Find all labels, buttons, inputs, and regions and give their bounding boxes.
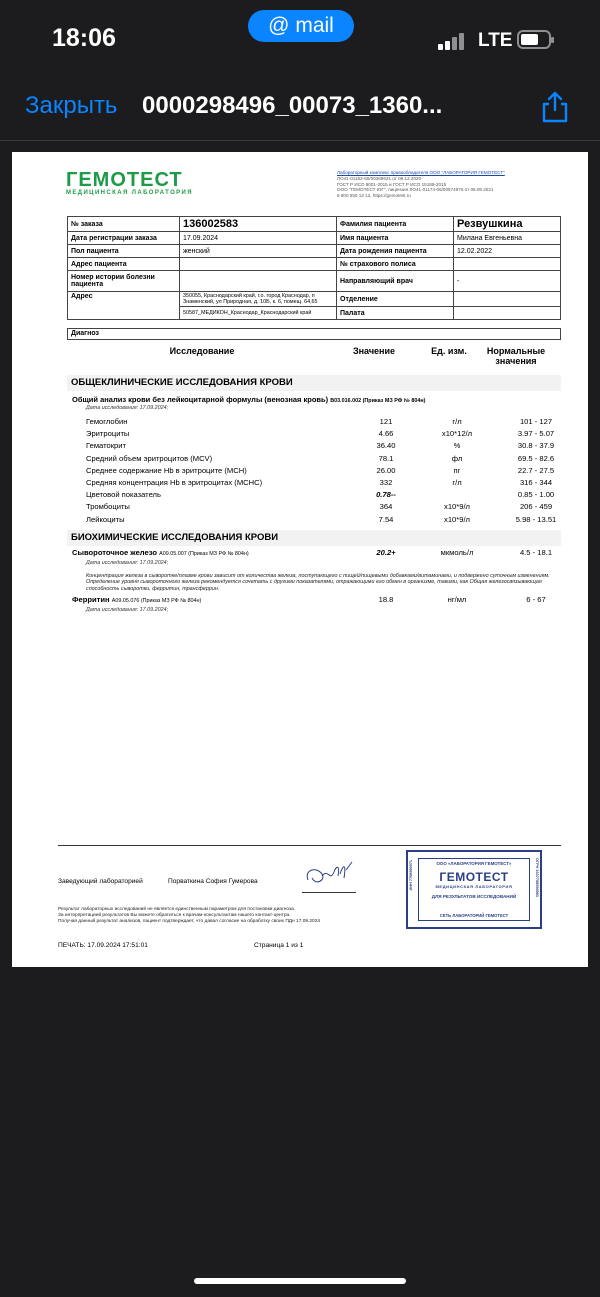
viewer-nav-bar — [0, 84, 600, 130]
lab-stamp: ООО «ЛАБОРАТОРИЯ ГЕМОТЕСТ» ГЕМОТЕСТ МЕДИЦИНСКАЯ ЛАБОРАТОРИЯ ДЛЯ РЕЗУЛЬТАТОВ ИССЛЕДОВАНИЙ СЕТЬ ЛАБОРАТОРИЙ ГЕМОТЕСТ ИНН 7708590971 ОГРН 1037708590983 — [406, 850, 542, 929]
clock: 18:06 — [52, 24, 116, 52]
print-timestamp: ПЕЧАТЬ: 17.09.2024 17:51:01 — [58, 942, 148, 949]
file-title: 0000298496_00073_1360... — [142, 92, 443, 119]
cell-unit: х10*9/л — [444, 514, 470, 524]
cell-name: Цветовой показатель — [86, 490, 161, 500]
cell-unit: фл — [451, 453, 463, 463]
col-value: Значение — [352, 346, 396, 356]
cellular-signal-icon — [438, 32, 468, 50]
table-row — [86, 466, 566, 478]
license-link[interactable]: Лабораторный комплекс правообладателя ООО "ЛАБОРАТОРИЯ ГЕМОТЕСТ" — [337, 170, 505, 175]
network-type: LTE — [478, 30, 513, 51]
footer-divider — [58, 845, 561, 846]
cell-name: Среднее содержание Hb в эритроците (MCH) — [86, 465, 247, 475]
close-button[interactable]: Закрыть — [25, 92, 118, 119]
cell-unit: х10*12/л — [441, 429, 473, 439]
cell-unit: % — [453, 441, 461, 451]
license-info: Лабораторный комплекс правообладателя ООО "ЛАБОРАТОРИЯ ГЕМОТЕСТ" ЛО41-01162-50/00369631 от 08.12.2020 ГОСТ Р ИСО 9001-2015 и ГОСТ Р ИСО 15189-2015 ООО "ГЕМОТЕСТ ЮГ", лицензия ЛО41-01174-06/00574975 от 06.08.2021 8 800 550 13 13, https://gemotest.ru — [337, 170, 505, 199]
cell-unit: х10*9/л — [444, 502, 470, 512]
cell-norm: 5.98 - 13.51 — [515, 514, 557, 524]
home-indicator[interactable] — [194, 1278, 406, 1284]
cell-name: Лейкоциты — [86, 514, 125, 524]
table-row — [86, 515, 566, 527]
table-row — [86, 454, 566, 466]
cell-value: 4.66 — [378, 429, 394, 439]
table-row — [86, 490, 566, 502]
cell-norm: 30.8 - 37.9 — [517, 441, 555, 451]
table-row — [86, 478, 566, 490]
col-norm: Нормальные значения — [486, 346, 546, 366]
diagnosis-field: Диагноз — [67, 328, 561, 340]
cell-name: Гематокрит — [86, 441, 126, 451]
table-row — [86, 429, 566, 441]
mail-return-pill[interactable]: @ mail — [248, 10, 354, 42]
cell-norm: 206 - 459 — [519, 502, 553, 512]
section-cbc: ОБЩЕКЛИНИЧЕСКИЕ ИССЛЕДОВАНИЯ КРОВИ — [67, 375, 561, 391]
cell-value: 78.1 — [378, 453, 394, 463]
table-row — [86, 417, 566, 429]
battery-icon — [517, 30, 551, 49]
table-row: Сывороточное железо А09.05.007 (Приказ МЗ РФ № 804н) 20.2+ мкмоль/л 4.5 - 18.1 — [72, 548, 553, 557]
nav-divider — [0, 140, 600, 141]
page-number: Страница 1 из 1 — [254, 942, 304, 949]
col-study: Исследование — [169, 346, 235, 356]
col-unit: Ед. изм. — [431, 346, 467, 356]
patient-header-table: № заказа 136002583 Фамилия пациента Резвушкина Дата регистрации заказа 17.09.2024 Имя пациента Милана Евгеньевна Пол пациента женский Дата рождения пациента 12.02.2022 Адрес пациента № страхового полиса Номер истории болезни пациента Направляющий врач - Адрес 350055, Краснодарский край, г.о. город Краснодар, п Знаменский, ул Природная, д. 10Б, к. 6, помещ. 64,65 Отделение 50587_МЕДИКОН_Краснодар_Краснодарский край Палата — [67, 216, 561, 320]
cell-norm: 22.7 - 27.5 — [517, 465, 555, 475]
cell-value: 332 — [379, 478, 393, 487]
cell-value: 121 — [379, 417, 393, 426]
document-page: ГЕМОТЕСТ МЕДИЦИНСКАЯ ЛАБОРАТОРИЯ Лабораторный комплекс правообладателя ООО "ЛАБОРАТОРИЯ ГЕМОТЕСТ" ЛО41-01162-50/00369631 от 08.12.2020 ГОСТ Р ИСО 9001-2015 и ГОСТ Р ИСО 15189-2015 ООО "ГЕМОТЕСТ ЮГ", лицензия ЛО41-01174-06/00574975 от 06.08.2021 8 800 550 13 13, https://gemotest.ru № заказа 136002583 Фамилия пациента Резвушкина Дата регистрации заказа 17.09.2024 Имя пациента Милана Евгеньевна Пол пациента женский Дата рождения пациента 12.02.2022 Адрес пациента № страхового полиса Номер истории болезни пациента Направляющий врач - Адрес 350055, Краснодарский край, г.о. город Краснодар, п Знаменский, ул Природная, д. 10Б, к. 6, помещ. 64,65 Отделение 50587_МЕДИКОН_Краснодар_Краснодарский край Палата Диагноз Исследование Значение Ед. изм. Нормальные значения ОБЩЕКЛИНИЧЕСКИЕ ИССЛЕДОВАНИЯ КРОВИ Общий анализ крови без лейкоцитарной формулы (венозная кровь) В03.016.002 (Приказ МЗ РФ № 804н) Дата исследования: 17.09.2024; Гемоглобин 121 г/л 101 - 127 Эритроциты 4.66 х10*12/л 3.97 - 5.07 Гематокрит 36.40 % 30.8 - 37.9 Средний объем эритроцитов (MCV) 78.1 фл 69.5 - 82.6 Среднее содержание Hb в эритроците (MCH) 26.00 пг 22.7 - 27.5 Средняя концентрация Hb в эритроцитах (MCHC) 332 г/л 316 - 344 Цветовой показатель 0.78-- 0.85 - 1.00 Тромбоциты 364 х10*9/л 206 - 459 Лейкоциты 7.54 х10*9/л 5.98 - 13.51 БИОХИМИЧЕСКИЕ ИССЛЕДОВАНИЯ КРОВИ Сывороточное железо А09.05.007 (Приказ МЗ РФ № 804н) 20.2+ мкмоль/л 4.5 - 18.1 Дата исследования: 17.09.2024; Концентрация железа в сыворотке/плазме крови зависит от количества железа, поступающего с пищей/пищевыми добавками/витаминами, и подвержено суточным изменениям. Определение уровня сывороточного железа рекомендуется сочетать с другими показателями, отражающими его обмен в организме, такими, как Общая железосвязывающая способность сыворотки, ферритин, трансферрин. Ферритин А09.05.076 (Приказ МЗ РФ № 804н) 18.8 нг/мл 6 - 67 Дата исследования: 17.09.2024; Заведующий лабораторией Порваткина София Гумерова Результат лабораторных исследований не является единственным параметром для постановки диагноза. За интерпретацией результатов Вы можете обратиться к врачам-консультантам нашего контакт-центра. Получая данный результат анализов, пациент подтверждает, что давал согласие на обработку своих ПДн 17.09.2024 ПЕЧАТЬ: 17.09.2024 17:51:01 Страница 1 из 1 ООО «ЛАБОРАТОРИЯ ГЕМОТЕСТ» ГЕМОТЕСТ МЕДИЦИНСКАЯ ЛАБОРАТОРИЯ ДЛЯ РЕЗУЛЬТАТОВ ИССЛЕДОВАНИЙ СЕТЬ ЛАБОРАТОРИЙ ГЕМОТЕСТ ИНН 7708590971 ОГРН 1037708590983 — [12, 152, 588, 967]
cell-value: 26.00 — [376, 465, 396, 475]
status-bar — [0, 0, 600, 80]
section-biochem: БИОХИМИЧЕСКИЕ ИССЛЕДОВАНИЯ КРОВИ — [67, 530, 561, 546]
head-name: Порваткина София Гумерова — [168, 878, 258, 885]
cell-name: Средний объем эритроцитов (MCV) — [86, 453, 213, 463]
lab-logo: ГЕМОТЕСТ МЕДИЦИНСКАЯ ЛАБОРАТОРИЯ — [66, 169, 193, 196]
cell-value: 7.54 — [378, 514, 394, 524]
disclaimer: Результат лабораторных исследований не является единственным параметром для постановки диагноза. За интерпретацией результатов Вы можете обратиться к врачам-консультантам нашего контакт-центра. Получая данный результат анализов, пациент подтверждает, что давал согласие на обработку своих ПДн 17.09.2024 — [58, 907, 321, 924]
cell-name: Эритроциты — [86, 429, 130, 439]
cell-name: Тромбоциты — [86, 502, 130, 512]
share-icon[interactable] — [538, 90, 572, 124]
order-number: 136002583 — [180, 217, 337, 232]
iron-value: 20.2+ — [376, 548, 396, 557]
cbc-title: Общий анализ крови без лейкоцитарной формулы (венозная кровь) В03.016.002 (Приказ МЗ РФ № 804н) — [72, 395, 426, 404]
cell-norm: 3.97 - 5.07 — [517, 429, 555, 439]
signature-line — [302, 892, 356, 893]
cell-norm: 101 - 127 — [519, 417, 553, 426]
cell-name: Средняя концентрация Hb в эритроцитах (MCHC) — [86, 478, 263, 487]
patient-surname: Резвушкина — [454, 217, 561, 232]
cell-unit: г/л — [452, 478, 462, 487]
study-date: Дата исследования: 17.09.2024; — [86, 405, 169, 411]
cell-norm: 0.85 - 1.00 — [517, 490, 555, 500]
cell-unit: г/л — [452, 417, 462, 426]
ferritin-value: 18.8 — [378, 595, 394, 604]
cell-norm: 69.5 - 82.6 — [517, 453, 555, 463]
cell-value: 36.40 — [376, 441, 396, 451]
table-row — [86, 441, 566, 453]
cell-value: 364 — [379, 502, 393, 512]
cell-norm: 316 - 344 — [519, 478, 553, 487]
cell-unit: пг — [453, 465, 461, 475]
signature — [302, 856, 358, 892]
table-row — [86, 502, 566, 514]
table-row: Ферритин А09.05.076 (Приказ МЗ РФ № 804н) 18.8 нг/мл 6 - 67 — [72, 595, 546, 604]
cell-name: Гемоглобин — [86, 417, 128, 426]
iron-note: Концентрация железа в сыворотке/плазме крови зависит от количества железа, поступающего с пищей/пищевыми добавками/витаминами, и подвержено суточным изменениям. Определение уровня сывороточного железа рекомендуется сочетать с другими показателями, отражающими его обмен в организме, такими, как Общая железосвязывающая способность сыворотки, ферритин, трансферрин. — [86, 573, 550, 592]
cell-value: 0.78-- — [376, 490, 396, 500]
head-label: Заведующий лабораторией — [58, 878, 143, 885]
